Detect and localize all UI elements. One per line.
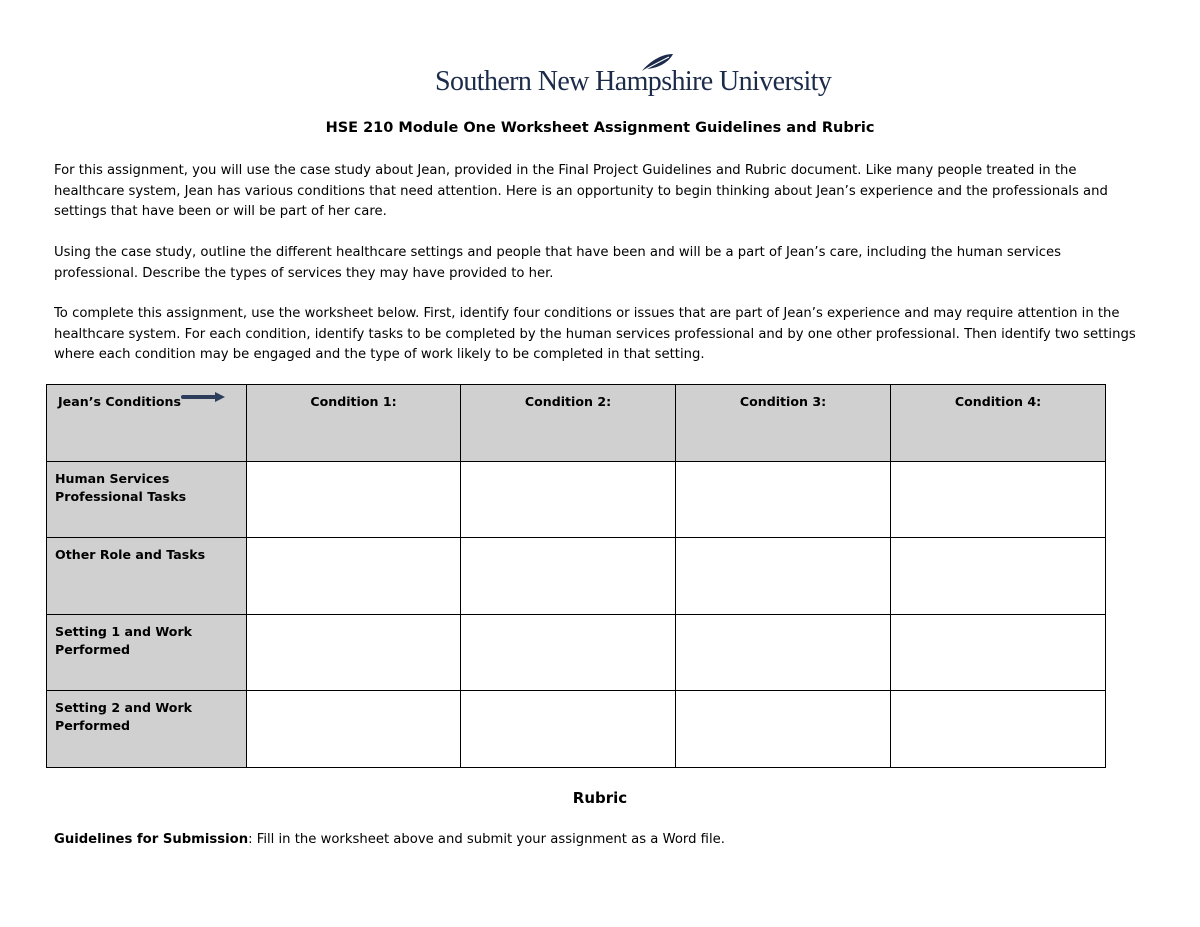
worksheet-cell[interactable] (676, 691, 891, 768)
university-logo (435, 52, 832, 104)
row-header-setting-1: Setting 1 and Work Performed (47, 614, 247, 691)
instructions-paragraph: To complete this assignment, use the worksheet below. First, identify four conditions or issues that are part of Jean’s experience and may require attention in the healthcare system. For each condition, identify tasks to be completed by the human services professional and by one other professional. Then identify two settings where each condition may be engaged and the type of work likely to be completed in that setting. (54, 306, 1136, 362)
worksheet-cell[interactable] (676, 614, 891, 691)
submission-guidelines (54, 832, 725, 847)
guidelines-text: : Fill in the worksheet above and submit your assignment as a Word file. (248, 832, 725, 847)
worksheet-cell[interactable] (891, 538, 1106, 615)
column-header-condition-1: Condition 1: (247, 385, 461, 462)
leaf-icon (639, 52, 675, 74)
column-header-condition-3: Condition 3: (676, 385, 891, 462)
intro-paragraph: For this assignment, you will use the case study about Jean, provided in the Final Project Guidelines and Rubric document. Like many people treated in the healthcare system, Jean has various conditions that need attention. Here is an opportunity to begin thinking about Jean’s experience and the professionals and settings that have been or will be part of her care. (54, 163, 1108, 219)
rubric-heading: Rubric (572, 789, 628, 807)
logo-wordmark: Southern New Hampshire University (435, 66, 832, 97)
table-row (47, 538, 1106, 615)
worksheet-table (46, 384, 1106, 768)
table-row (47, 691, 1106, 768)
worksheet-cell[interactable] (891, 691, 1106, 768)
worksheet-cell[interactable] (247, 614, 461, 691)
worksheet-cell[interactable] (891, 614, 1106, 691)
arrow-right-icon (181, 392, 225, 402)
worksheet-cell[interactable] (461, 691, 676, 768)
row-header-other-role: Other Role and Tasks (47, 538, 247, 615)
corner-cell (47, 385, 247, 462)
corner-label: Jean’s Conditions (58, 394, 181, 409)
table-row (47, 614, 1106, 691)
worksheet-cell[interactable] (247, 461, 461, 538)
worksheet-cell[interactable] (461, 538, 676, 615)
column-header-condition-2: Condition 2: (461, 385, 676, 462)
column-header-condition-4: Condition 4: (891, 385, 1106, 462)
outline-paragraph: Using the case study, outline the different healthcare settings and people that have been and will be a part of Jean’s care, including the human services professional. Describe the types of services they may have provided to her. (54, 245, 1061, 281)
worksheet-cell[interactable] (676, 538, 891, 615)
worksheet-cell[interactable] (461, 461, 676, 538)
worksheet-cell[interactable] (247, 538, 461, 615)
document-title: HSE 210 Module One Worksheet Assignment Guidelines and Rubric (325, 120, 875, 136)
table-header-row (47, 385, 1106, 462)
row-header-hsp-tasks: Human Services Professional Tasks (47, 461, 247, 538)
worksheet-cell[interactable] (676, 461, 891, 538)
worksheet-cell[interactable] (247, 691, 461, 768)
row-header-setting-2: Setting 2 and Work Performed (47, 691, 247, 768)
guidelines-label: Guidelines for Submission (54, 832, 249, 847)
worksheet-cell[interactable] (461, 614, 676, 691)
worksheet-cell[interactable] (891, 461, 1106, 538)
table-row (47, 461, 1106, 538)
